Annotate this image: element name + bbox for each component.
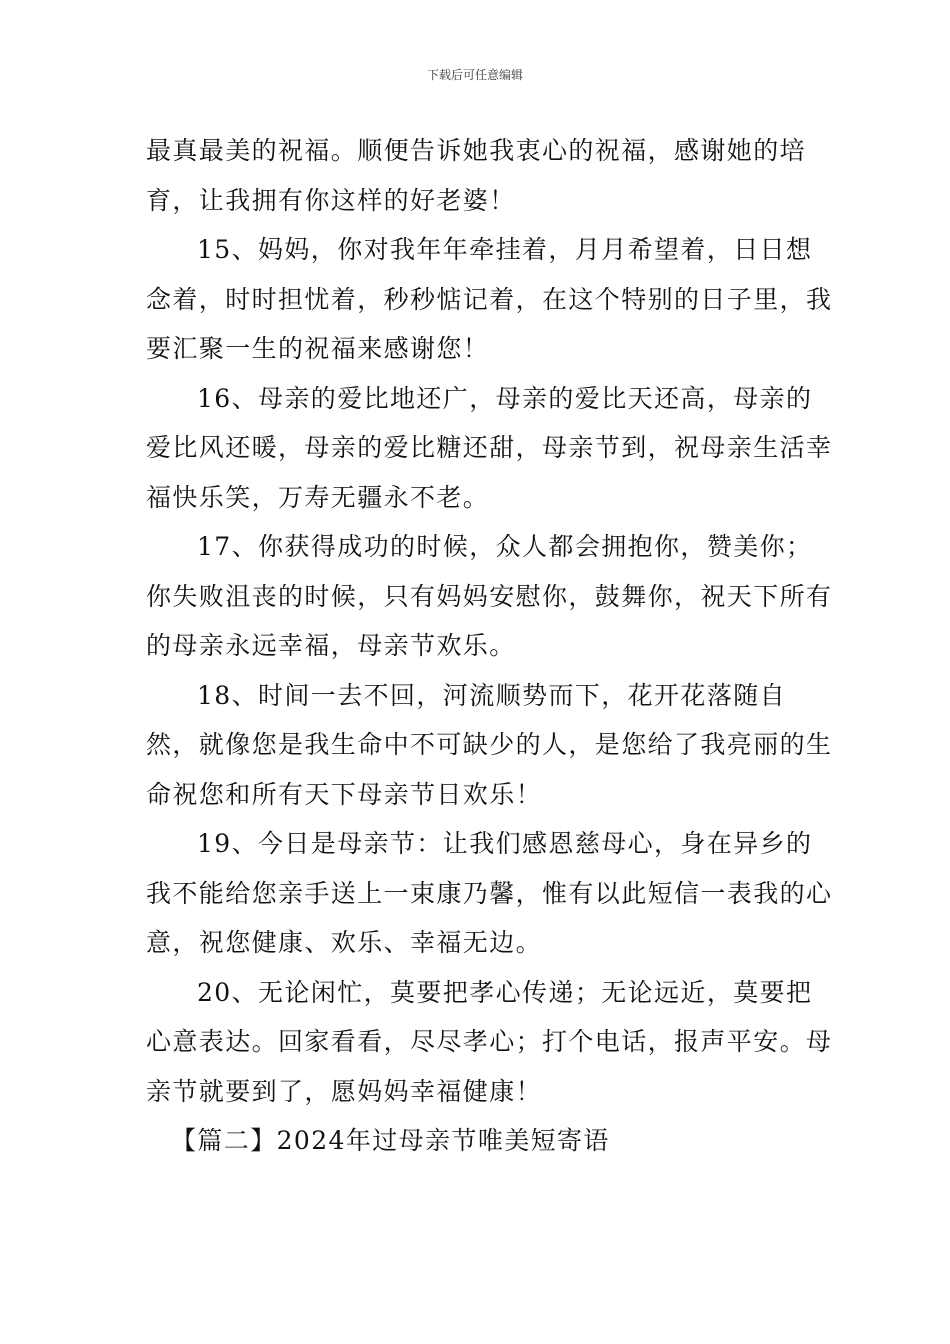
paragraph-item-18: 18、时间一去不回，河流顺势而下，花开花落随自然，就像您是我生命中不可缺少的人，是您给了我亮丽的生命祝您和所有天下母亲节日欢乐！: [146, 680, 833, 809]
document-body: [146, 126, 836, 1166]
paragraph-item-16: 16、母亲的爱比地还广，母亲的爱比天还高，母亲的爱比风还暖，母亲的爱比糖还甜，母亲节到，祝母亲生活幸福快乐笑，万寿无疆永不老。: [146, 383, 833, 512]
section-heading: 【篇二】2024年过母亲节唯美短寄语: [171, 1126, 610, 1155]
paragraph-item-20: 20、无论闲忙，莫要把孝心传递；无论远近，莫要把心意表达。回家看看，尽尽孝心；打个电话，报声平安。母亲节就要到了，愿妈妈幸福健康！: [146, 977, 833, 1106]
paragraph-continuation: 最真最美的祝福。顺便告诉她我衷心的祝福，感谢她的培育，让我拥有你这样的好老婆！: [146, 136, 807, 215]
paragraph-item-19: 19、今日是母亲节：让我们感恩慈母心，身在异乡的我不能给您亲手送上一束康乃馨，惟有以此短信一表我的心意，祝您健康、欢乐、幸福无边。: [146, 829, 833, 957]
header-note: 下载后可任意编辑: [426, 68, 523, 82]
paragraph-item-15: 15、妈妈，你对我年年牵挂着，月月希望着，日日想念着，时时担忧着，秒秒惦记着，在这个特别的日子里，我要汇聚一生的祝福来感谢您！: [146, 235, 833, 363]
paragraph-item-17: 17、你获得成功的时候，众人都会拥抱你，赞美你；你失败沮丧的时候，只有妈妈安慰你，鼓舞你，祝天下所有的母亲永远幸福，母亲节欢乐。: [146, 532, 833, 660]
